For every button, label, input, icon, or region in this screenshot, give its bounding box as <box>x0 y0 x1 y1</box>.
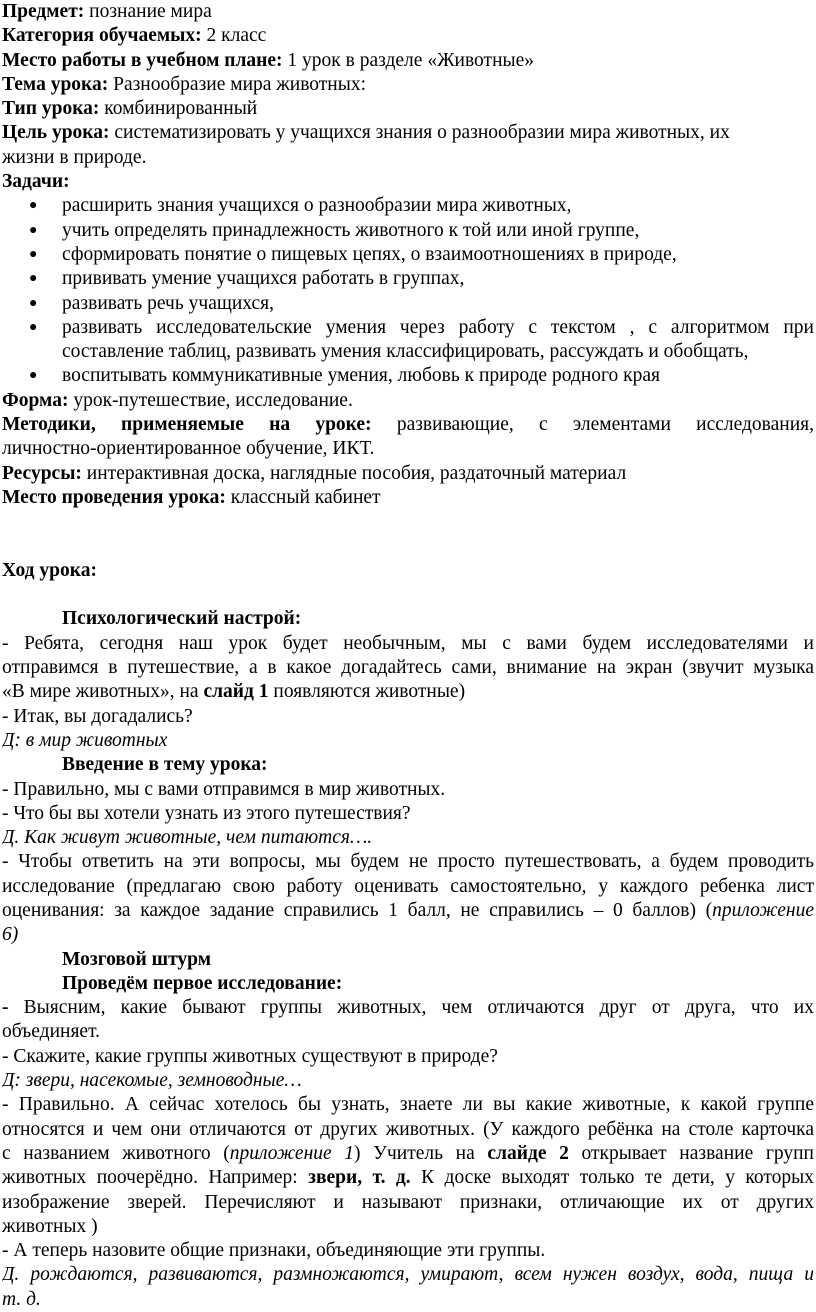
task-text: развивать речь учащихся, <box>62 292 274 314</box>
type-value: комбинированный <box>99 98 258 120</box>
task-item <box>2 219 814 243</box>
task-item <box>2 292 814 316</box>
task-text-continued: составление таблиц, развивать умения классифицировать, рассуждать и обобщать, <box>62 341 749 363</box>
child-answer <box>2 729 814 753</box>
example-ref: звери, т. д. <box>308 1167 411 1189</box>
paragraph-line <box>2 899 814 923</box>
form-line <box>2 389 814 413</box>
task-text: прививать умение учащихся работать в группах, <box>62 268 465 290</box>
intro-heading <box>2 753 814 777</box>
appendix-ref: 6) <box>2 924 19 946</box>
category-line <box>2 24 814 48</box>
text-run: К доске выходят только те дети, у которых <box>410 1167 814 1189</box>
lesson-title-text: Ход урока: <box>2 559 97 581</box>
paragraph-line: - Ребята, сегодня наш урок будет необычным, мы с вами будем исследователями и <box>2 632 814 654</box>
paragraph-line: - Правильно, мы с вами отправимся в мир животных. <box>2 778 446 800</box>
paragraph-line: изображение зверей. Перечисляют и называют признаки, отличающие их от других <box>2 1191 814 1213</box>
slide-ref: слайде 2 <box>487 1142 569 1164</box>
methods-value: развивающие, с элементами исследования, <box>371 414 814 436</box>
task-item <box>2 194 814 218</box>
bullet-icon: ● <box>29 271 38 287</box>
task-item <box>2 316 814 365</box>
child-answer <box>2 826 814 850</box>
task-item <box>2 267 814 291</box>
paragraph-line <box>2 1166 814 1190</box>
tasks-heading <box>2 170 814 194</box>
topic-value: Разнообразие мира животных: <box>108 73 366 95</box>
intro-heading-text: Введение в тему урока: <box>62 754 268 776</box>
form-label: Форма: <box>2 389 69 411</box>
brainstorm-heading <box>2 948 814 972</box>
form-value: урок-путешествие, исследование. <box>68 389 353 411</box>
child-answer <box>2 1263 814 1287</box>
psych-heading-text: Психологический настрой: <box>62 608 302 630</box>
paragraph-line: объединяет. <box>2 1021 101 1043</box>
paragraph-line: - Правильно. А сейчас хотелось бы узнать, знаете ли вы какие животные, к какой группе <box>2 1094 814 1116</box>
task-text: учить определять принадлежность животного к той или иной группе, <box>62 219 640 241</box>
task-text: сформировать понятие о пищевых цепях, о взаимоотношениях в природе, <box>62 243 677 265</box>
paragraph-line: - Что бы вы хотели узнать из этого путешествия? <box>2 802 411 824</box>
topic-label: Тема урока: <box>2 73 109 95</box>
venue-label: Место проведения урока: <box>2 486 226 508</box>
text-run: открывает название групп <box>568 1142 814 1164</box>
text-run: Выясним, какие бывают группы животных, чем отличаются друг от друга, что их <box>8 997 814 1019</box>
category-value: 2 класс <box>201 25 267 47</box>
venue-value: классный кабинет <box>225 486 381 508</box>
paragraph-line <box>2 996 814 1020</box>
subject-value: познание мира <box>84 1 212 22</box>
bullet-icon: ● <box>29 295 38 311</box>
goal-line <box>2 121 814 145</box>
lesson-title <box>2 559 814 583</box>
type-line <box>2 97 814 121</box>
research-heading <box>2 972 814 996</box>
goal-label: Цель урока: <box>2 122 110 144</box>
text-run: оценивания: за каждое задание справились 1 балл, не справились – 0 баллов) ( <box>2 899 713 921</box>
text-run: ) Учитель на <box>354 1142 488 1164</box>
task-text: расширить знания учащихся о разнообразии мира животных, <box>62 195 572 217</box>
text-run: с названием животного ( <box>2 1142 230 1164</box>
place-plan-label: Место работы в учебном плане: <box>2 49 283 71</box>
paragraph-line <box>2 923 814 947</box>
task-text: воспитывать коммуникативные умения, любовь к природе родного края <box>62 365 660 387</box>
place-plan-line <box>2 49 814 73</box>
task-item <box>2 243 814 267</box>
tasks-label: Задачи: <box>2 171 70 193</box>
methods-line-2: личностно-ориентированное обучение, ИКТ. <box>2 438 375 460</box>
paragraph-line: животных ) <box>2 1215 98 1237</box>
appendix-ref: приложение 1 <box>229 1142 355 1164</box>
text-run: животных поочерёдно. Например: <box>2 1167 309 1189</box>
research-heading-text: Проведём первое исследование: <box>62 972 343 994</box>
task-item <box>2 364 814 388</box>
brainstorm-heading-text: Мозговой штурм <box>62 948 211 970</box>
topic-line <box>2 73 814 97</box>
psych-heading <box>2 607 814 631</box>
bullet-icon: ● <box>29 198 38 214</box>
blank-line <box>2 583 814 607</box>
blank-line <box>2 510 814 534</box>
resources-label: Ресурсы: <box>2 462 82 484</box>
venue-line <box>2 486 814 510</box>
child-answer <box>2 1288 814 1312</box>
paragraph-line: отправимся в путешествие, а в какое догадайтесь сами, внимание на экран (звучит музыка <box>2 657 814 679</box>
bullet-icon: ● <box>29 319 38 335</box>
category-label: Категория обучаемых: <box>2 25 202 47</box>
blank-line <box>2 535 814 559</box>
appendix-ref: приложение <box>712 899 814 921</box>
place-plan-value: 1 урок в разделе «Животные» <box>282 49 535 71</box>
type-label: Тип урока: <box>2 98 100 120</box>
paragraph-line <box>2 680 814 704</box>
paragraph-line: - А теперь назовите общие признаки, объединяющие эти группы. <box>2 1240 546 1262</box>
goal-line-2: жизни в природе. <box>2 146 147 168</box>
subject-line <box>2 0 814 24</box>
child-answer-text: Д: в мир животных <box>2 729 168 751</box>
tasks-list <box>2 194 814 388</box>
paragraph-line: - Итак, вы догадались? <box>2 705 193 727</box>
resources-line <box>2 462 814 486</box>
child-answer-text: т. д. <box>2 1288 41 1310</box>
resources-value: интерактивная доска, наглядные пособия, раздаточный материал <box>81 462 627 484</box>
goal-value: систематизировать у учащихся знания о разнообразии мира животных, их <box>109 122 730 144</box>
bullet-icon: ● <box>29 368 38 384</box>
paragraph-line: - Скажите, какие группы животных существуют в природе? <box>2 1045 498 1067</box>
paragraph-line: исследование (предлагаю свою работу оценивать самостоятельно, у каждого ребенка лист <box>2 875 814 897</box>
bullet-icon: ● <box>29 246 38 262</box>
bullet-icon: ● <box>29 222 38 238</box>
subject-label: Предмет: <box>2 1 85 22</box>
child-answer-text: Д: звери, насекомые, земноводные… <box>2 1070 302 1092</box>
child-answer <box>2 1069 814 1093</box>
text-run: «В мире животных», на <box>2 681 204 703</box>
paragraph-line <box>2 1142 814 1166</box>
text-run: появляются животные) <box>268 681 466 703</box>
slide-ref: слайд 1 <box>203 681 269 703</box>
task-text: развивать исследовательские умения через работу с текстом , с алгоритмом при <box>62 316 814 338</box>
child-answer-text: Д. Как живут животные, чем питаются…. <box>2 827 373 849</box>
paragraph-line: относятся и чем они отличаются от других животных. (У каждого ребёнка на столе карточка <box>2 1118 814 1140</box>
methods-label: Методики, применяемые на уроке: <box>2 414 372 436</box>
methods-line <box>2 413 814 437</box>
paragraph-line: - Чтобы ответить на эти вопросы, мы будем не просто путешествовать, а будем проводить <box>2 851 814 873</box>
dash-mark: - <box>2 997 9 1019</box>
child-answer-text: Д. рождаются, развиваются, размножаются, умирают, всем нужен воздух, вода, пища и <box>2 1264 814 1286</box>
